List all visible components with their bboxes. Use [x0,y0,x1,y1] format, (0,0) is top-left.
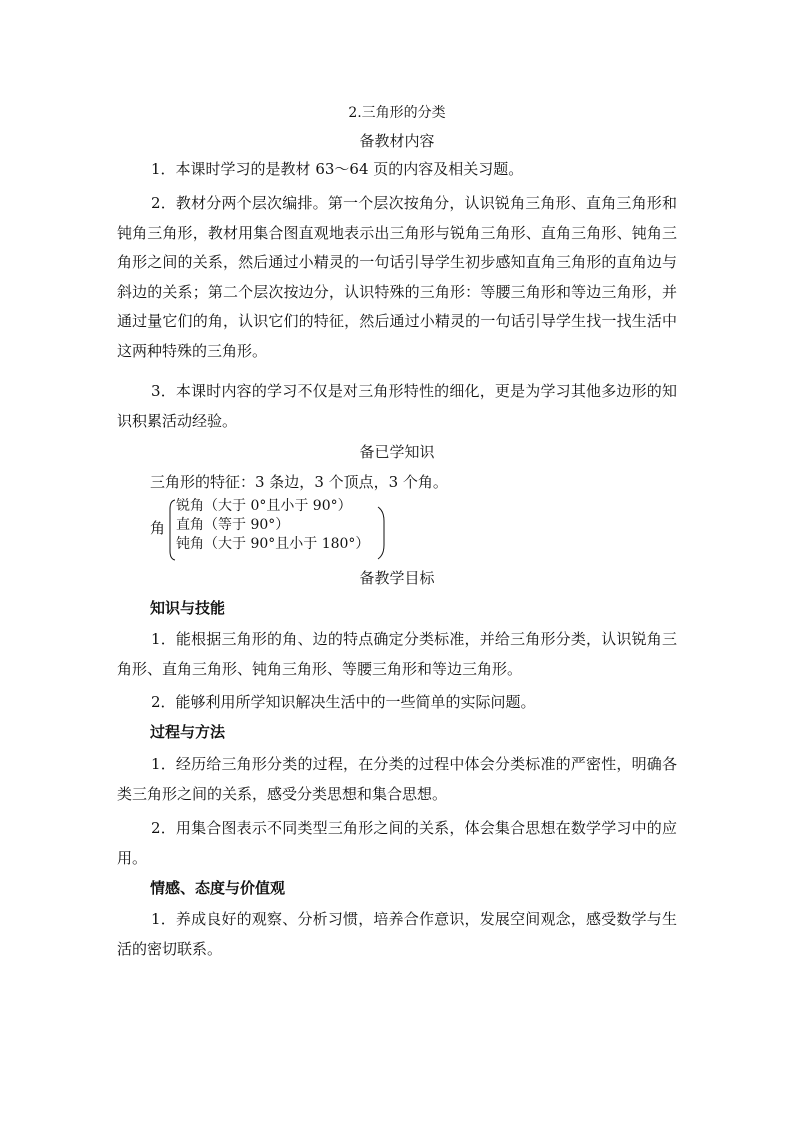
knowledge-item-1: 1．能根据三角形的角、边的特点确定分类标准，并给三角形分类，认识锐角三角形、直角三角形、钝角三角形、等腰三角形和等边三角形。 [117,630,677,678]
obtuse-angle-item: 钝角（大于 90°且小于 180°） [176,536,370,552]
triangle-features: 三角形的特征：3 条边，3 个顶点，3 个角。 [150,473,448,491]
right-angle-item: 直角（等于 90°） [176,517,290,533]
material-paragraph-3: 3．本课时内容的学习不仅是对三角形特性的细化，更是为学习其他多边形的知识积累活动经验。 [117,382,677,430]
process-item-1: 1．经历给三角形分类的过程，在分类的过程中体会分类标准的严密性，明确各类三角形之间的关系，感受分类思想和集合思想。 [117,755,677,803]
material-paragraph-2: 2．教材分两个层次编排。第一个层次按角分，认识锐角三角形、直角三角形和钝角三角形，教材用集合图直观地表示出三角形与锐角三角形、直角三角形、钝角三角形之间的关系，然后通过小精灵的一句话引导学生初步感知直角三角形的直角边与斜边的关系；第二个层次按边分，认识特殊的三角形：等腰三角形和等边三角形，并通过量它们的角，认识它们的特征，然后通过小精灵的一句话引导学生找一找生活中这两种特殊的三角形。 [117,194,677,360]
process-title: 过程与方法 [150,723,226,741]
lesson-title: 2.三角形的分类 [348,105,446,121]
emotion-item-1: 1．养成良好的观察、分析习惯，培养合作意识，发展空间观念，感受数学与生活的密切联系。 [117,910,677,958]
knowledge-title: 知识与技能 [150,599,226,617]
material-paragraph-1: 1．本课时学习的是教材 63～64 页的内容及相关习题。 [151,160,524,178]
heading-material: 备教材内容 [359,132,435,150]
process-item-2: 2．用集合图表示不同类型三角形之间的关系，体会集合思想在数学学习中的应用。 [117,819,677,867]
angle-types-list [176,497,369,554]
knowledge-item-2: 2．能够利用所学知识解决生活中的一些简单的实际问题。 [151,693,536,711]
acute-angle-item: 锐角（大于 0°且小于 90°） [176,498,352,514]
angle-label: 角 [150,519,166,537]
angle-classification [150,497,410,563]
heading-prior: 备已学知识 [359,443,435,461]
heading-goals: 备教学目标 [359,569,435,587]
emotion-title: 情感、态度与价值观 [150,879,286,897]
